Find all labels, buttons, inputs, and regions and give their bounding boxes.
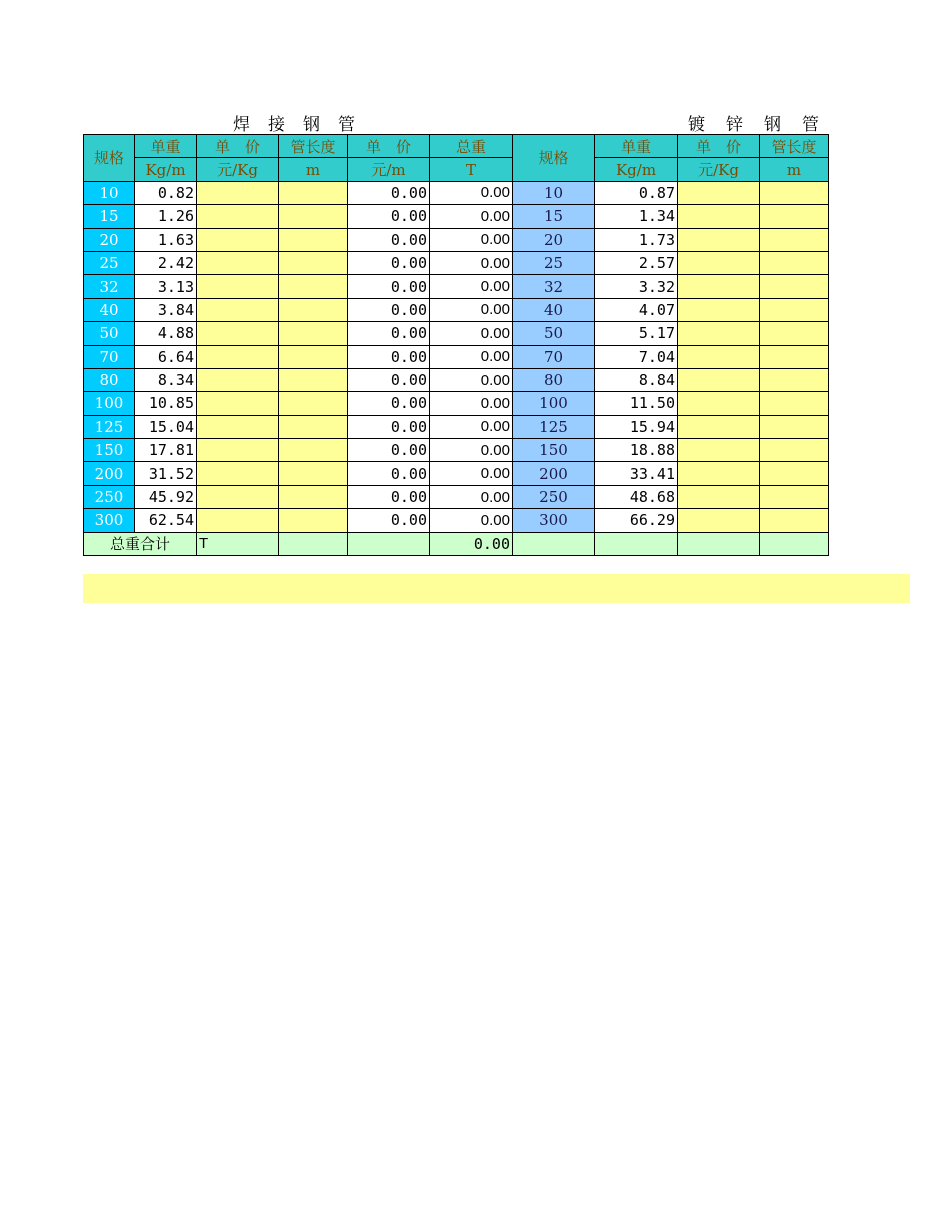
table-row xyxy=(84,509,829,532)
spec2-cell[interactable]: 150 xyxy=(513,439,595,462)
price-input-cell[interactable] xyxy=(197,368,279,391)
total-empty-cell[interactable] xyxy=(760,532,829,555)
weight2-cell[interactable]: 4.07 xyxy=(595,298,678,321)
title-char: 钢 xyxy=(303,115,320,135)
price2-input-cell[interactable] xyxy=(678,205,760,228)
weight2-cell[interactable]: 1.34 xyxy=(595,205,678,228)
weight2-cell[interactable]: 33.41 xyxy=(595,462,678,485)
header-weight2[interactable]: 单重 xyxy=(595,135,678,158)
length-input-cell[interactable] xyxy=(279,181,348,204)
weight-cell[interactable]: 45.92 xyxy=(135,485,197,508)
length-input-cell[interactable] xyxy=(279,228,348,251)
price-per-meter-cell[interactable]: 0.00 xyxy=(348,392,430,415)
table-row xyxy=(84,275,829,298)
total-weight-cell[interactable]: 0.00 xyxy=(430,251,513,274)
spec2-cell[interactable]: 25 xyxy=(513,251,595,274)
spec2-cell[interactable]: 125 xyxy=(513,415,595,438)
price-per-meter-cell[interactable]: 0.00 xyxy=(348,439,430,462)
header-price2[interactable]: 单 价 xyxy=(678,135,760,158)
price2-input-cell[interactable] xyxy=(678,345,760,368)
price2-input-cell[interactable] xyxy=(678,275,760,298)
total-empty-cell[interactable] xyxy=(678,532,760,555)
weight2-cell[interactable]: 5.17 xyxy=(595,322,678,345)
header-price[interactable]: 单 价 xyxy=(197,135,279,158)
spec-cell[interactable]: 80 xyxy=(84,368,135,391)
price2-input-cell[interactable] xyxy=(678,392,760,415)
table-row xyxy=(84,485,829,508)
price2-input-cell[interactable] xyxy=(678,415,760,438)
price-input-cell[interactable] xyxy=(197,275,279,298)
weight2-cell[interactable]: 48.68 xyxy=(595,485,678,508)
price-input-cell[interactable] xyxy=(197,485,279,508)
spec-cell[interactable]: 10 xyxy=(84,181,135,204)
price-input-cell[interactable] xyxy=(197,509,279,532)
header-weight-unit[interactable]: Kg/m xyxy=(135,158,197,181)
weight-cell[interactable]: 1.26 xyxy=(135,205,197,228)
total-weight-cell[interactable]: 0.00 xyxy=(430,181,513,204)
price-per-meter-cell[interactable]: 0.00 xyxy=(348,462,430,485)
length2-input-cell[interactable] xyxy=(760,322,829,345)
welded-pipe-title xyxy=(233,110,373,135)
length-input-cell[interactable] xyxy=(279,415,348,438)
table-row xyxy=(84,228,829,251)
length2-input-cell[interactable] xyxy=(760,415,829,438)
spec2-cell[interactable]: 300 xyxy=(513,509,595,532)
weight2-cell[interactable]: 15.94 xyxy=(595,415,678,438)
length-input-cell[interactable] xyxy=(279,251,348,274)
weight-cell[interactable]: 2.42 xyxy=(135,251,197,274)
total-weight-cell[interactable]: 0.00 xyxy=(430,298,513,321)
weight-cell[interactable]: 17.81 xyxy=(135,439,197,462)
title-char: 接 xyxy=(268,115,285,135)
header-price-unit[interactable]: 元/Kg xyxy=(197,158,279,181)
weight2-cell[interactable]: 7.04 xyxy=(595,345,678,368)
total-weight-cell[interactable]: 0.00 xyxy=(430,322,513,345)
footer-highlight-bar xyxy=(83,574,910,603)
price-input-cell[interactable] xyxy=(197,205,279,228)
length-input-cell[interactable] xyxy=(279,439,348,462)
length-input-cell[interactable] xyxy=(279,392,348,415)
table-row xyxy=(84,415,829,438)
spec-cell[interactable]: 25 xyxy=(84,251,135,274)
total-weight-cell[interactable]: 0.00 xyxy=(430,462,513,485)
price-input-cell[interactable] xyxy=(197,415,279,438)
spec2-cell[interactable]: 50 xyxy=(513,322,595,345)
header-price-m[interactable]: 单 价 xyxy=(348,135,430,158)
header-row-1 xyxy=(84,135,829,158)
price-per-meter-cell[interactable]: 0.00 xyxy=(348,251,430,274)
table-row xyxy=(84,251,829,274)
title-char: 焊 xyxy=(233,115,250,135)
table-row xyxy=(84,298,829,321)
price2-input-cell[interactable] xyxy=(678,462,760,485)
spec-cell[interactable]: 100 xyxy=(84,392,135,415)
length-input-cell[interactable] xyxy=(279,322,348,345)
title-char: 管 xyxy=(802,115,819,135)
total-weight-cell[interactable]: 0.00 xyxy=(430,368,513,391)
weight-cell[interactable]: 6.64 xyxy=(135,345,197,368)
total-weight-cell[interactable]: 0.00 xyxy=(430,228,513,251)
weight2-cell[interactable]: 8.84 xyxy=(595,368,678,391)
length2-input-cell[interactable] xyxy=(760,368,829,391)
spec2-cell[interactable]: 70 xyxy=(513,345,595,368)
total-empty-cell[interactable] xyxy=(279,532,348,555)
total-empty-cell[interactable] xyxy=(348,532,430,555)
header-spec[interactable]: 规格 xyxy=(84,135,135,182)
spec2-cell[interactable]: 15 xyxy=(513,205,595,228)
table-row xyxy=(84,322,829,345)
table-row xyxy=(84,181,829,204)
spec-cell[interactable]: 20 xyxy=(84,228,135,251)
price2-input-cell[interactable] xyxy=(678,509,760,532)
spec2-cell[interactable]: 32 xyxy=(513,275,595,298)
price-input-cell[interactable] xyxy=(197,181,279,204)
weight-cell[interactable]: 3.13 xyxy=(135,275,197,298)
spec2-cell[interactable]: 200 xyxy=(513,462,595,485)
header-length-unit[interactable]: m xyxy=(279,158,348,181)
price-per-meter-cell[interactable]: 0.00 xyxy=(348,181,430,204)
length2-input-cell[interactable] xyxy=(760,228,829,251)
price-per-meter-cell[interactable]: 0.00 xyxy=(348,322,430,345)
spec-cell[interactable]: 50 xyxy=(84,322,135,345)
length2-input-cell[interactable] xyxy=(760,205,829,228)
weight-cell[interactable]: 10.85 xyxy=(135,392,197,415)
price2-input-cell[interactable] xyxy=(678,485,760,508)
weight-cell[interactable]: 15.04 xyxy=(135,415,197,438)
spec-cell[interactable]: 70 xyxy=(84,345,135,368)
price-per-meter-cell[interactable]: 0.00 xyxy=(348,298,430,321)
weight2-cell[interactable]: 3.32 xyxy=(595,275,678,298)
title-char: 管 xyxy=(338,115,355,135)
length-input-cell[interactable] xyxy=(279,298,348,321)
header-length[interactable]: 管长度 xyxy=(279,135,348,158)
table-row xyxy=(84,368,829,391)
spec-cell[interactable]: 15 xyxy=(84,205,135,228)
price-per-meter-cell[interactable]: 0.00 xyxy=(348,485,430,508)
spec-cell[interactable]: 40 xyxy=(84,298,135,321)
title-char: 镀 xyxy=(688,115,705,135)
price-input-cell[interactable] xyxy=(197,392,279,415)
spec2-cell[interactable]: 80 xyxy=(513,368,595,391)
header-total-weight[interactable]: 总重 xyxy=(430,135,513,158)
price-per-meter-cell[interactable]: 0.00 xyxy=(348,509,430,532)
total-row xyxy=(84,532,829,555)
price-input-cell[interactable] xyxy=(197,439,279,462)
length-input-cell[interactable] xyxy=(279,275,348,298)
table-row xyxy=(84,345,829,368)
weight-cell[interactable]: 8.34 xyxy=(135,368,197,391)
price-input-cell[interactable] xyxy=(197,322,279,345)
price2-input-cell[interactable] xyxy=(678,368,760,391)
length2-input-cell[interactable] xyxy=(760,392,829,415)
total-value-cell[interactable]: 0.00 xyxy=(430,532,513,555)
weight-cell[interactable]: 3.84 xyxy=(135,298,197,321)
total-empty-cell[interactable] xyxy=(595,532,678,555)
header-weight[interactable]: 单重 xyxy=(135,135,197,158)
total-weight-cell[interactable]: 0.00 xyxy=(430,205,513,228)
spec2-cell[interactable]: 100 xyxy=(513,392,595,415)
weight-cell[interactable]: 1.63 xyxy=(135,228,197,251)
price-per-meter-cell[interactable]: 0.00 xyxy=(348,345,430,368)
length2-input-cell[interactable] xyxy=(760,509,829,532)
weight-cell[interactable]: 4.88 xyxy=(135,322,197,345)
price2-input-cell[interactable] xyxy=(678,298,760,321)
price-per-meter-cell[interactable]: 0.00 xyxy=(348,275,430,298)
weight2-cell[interactable]: 0.87 xyxy=(595,181,678,204)
length2-input-cell[interactable] xyxy=(760,181,829,204)
spec2-cell[interactable]: 40 xyxy=(513,298,595,321)
weight2-cell[interactable]: 66.29 xyxy=(595,509,678,532)
title-char: 锌 xyxy=(726,115,743,135)
spec-cell[interactable]: 32 xyxy=(84,275,135,298)
length2-input-cell[interactable] xyxy=(760,298,829,321)
length2-input-cell[interactable] xyxy=(760,462,829,485)
length2-input-cell[interactable] xyxy=(760,345,829,368)
weight-cell[interactable]: 0.82 xyxy=(135,181,197,204)
price-per-meter-cell[interactable]: 0.00 xyxy=(348,415,430,438)
galvanized-pipe-title xyxy=(688,110,840,135)
spec-cell[interactable]: 300 xyxy=(84,509,135,532)
spec-cell[interactable]: 250 xyxy=(84,485,135,508)
header-weight2-unit[interactable]: Kg/m xyxy=(595,158,678,181)
price-input-cell[interactable] xyxy=(197,298,279,321)
total-weight-cell[interactable]: 0.00 xyxy=(430,392,513,415)
total-weight-cell[interactable]: 0.00 xyxy=(430,485,513,508)
header-length2[interactable]: 管长度 xyxy=(760,135,829,158)
header-price2-unit[interactable]: 元/Kg xyxy=(678,158,760,181)
total-empty-cell[interactable] xyxy=(513,532,595,555)
title-char: 钢 xyxy=(764,115,781,135)
length-input-cell[interactable] xyxy=(279,345,348,368)
table-row xyxy=(84,439,829,462)
total-weight-cell[interactable]: 0.00 xyxy=(430,415,513,438)
spec-cell[interactable]: 150 xyxy=(84,439,135,462)
length2-input-cell[interactable] xyxy=(760,485,829,508)
spec-cell[interactable]: 125 xyxy=(84,415,135,438)
header-length2-unit[interactable]: m xyxy=(760,158,829,181)
header-total-weight-unit[interactable]: T xyxy=(430,158,513,181)
pipe-weight-table xyxy=(83,134,829,556)
price-per-meter-cell[interactable]: 0.00 xyxy=(348,205,430,228)
total-weight-cell[interactable]: 0.00 xyxy=(430,439,513,462)
price2-input-cell[interactable] xyxy=(678,181,760,204)
length2-input-cell[interactable] xyxy=(760,275,829,298)
length-input-cell[interactable] xyxy=(279,462,348,485)
table-row xyxy=(84,392,829,415)
header-row-2 xyxy=(84,158,829,181)
table-row xyxy=(84,205,829,228)
weight2-cell[interactable]: 11.50 xyxy=(595,392,678,415)
total-weight-cell[interactable]: 0.00 xyxy=(430,275,513,298)
total-weight-cell[interactable]: 0.00 xyxy=(430,509,513,532)
total-label-cell[interactable]: 总重合计 xyxy=(84,532,197,555)
length2-input-cell[interactable] xyxy=(760,251,829,274)
weight2-cell[interactable]: 2.57 xyxy=(595,251,678,274)
price-per-meter-cell[interactable]: 0.00 xyxy=(348,228,430,251)
length-input-cell[interactable] xyxy=(279,368,348,391)
weight2-cell[interactable]: 1.73 xyxy=(595,228,678,251)
price-per-meter-cell[interactable]: 0.00 xyxy=(348,368,430,391)
length2-input-cell[interactable] xyxy=(760,439,829,462)
table-row xyxy=(84,462,829,485)
length-input-cell[interactable] xyxy=(279,509,348,532)
price-input-cell[interactable] xyxy=(197,228,279,251)
weight-cell[interactable]: 31.52 xyxy=(135,462,197,485)
price-input-cell[interactable] xyxy=(197,462,279,485)
price2-input-cell[interactable] xyxy=(678,228,760,251)
spec2-cell[interactable]: 10 xyxy=(513,181,595,204)
spec-cell[interactable]: 200 xyxy=(84,462,135,485)
spec2-cell[interactable]: 20 xyxy=(513,228,595,251)
total-weight-cell[interactable]: 0.00 xyxy=(430,345,513,368)
weight2-cell[interactable]: 18.88 xyxy=(595,439,678,462)
total-unit-cell[interactable]: T xyxy=(197,532,279,555)
price2-input-cell[interactable] xyxy=(678,322,760,345)
weight-cell[interactable]: 62.54 xyxy=(135,509,197,532)
spec2-cell[interactable]: 250 xyxy=(513,485,595,508)
length-input-cell[interactable] xyxy=(279,485,348,508)
length-input-cell[interactable] xyxy=(279,205,348,228)
price2-input-cell[interactable] xyxy=(678,439,760,462)
price2-input-cell[interactable] xyxy=(678,251,760,274)
header-price-m-unit[interactable]: 元/m xyxy=(348,158,430,181)
header-spec2[interactable]: 规格 xyxy=(513,135,595,182)
price-input-cell[interactable] xyxy=(197,251,279,274)
price-input-cell[interactable] xyxy=(197,345,279,368)
